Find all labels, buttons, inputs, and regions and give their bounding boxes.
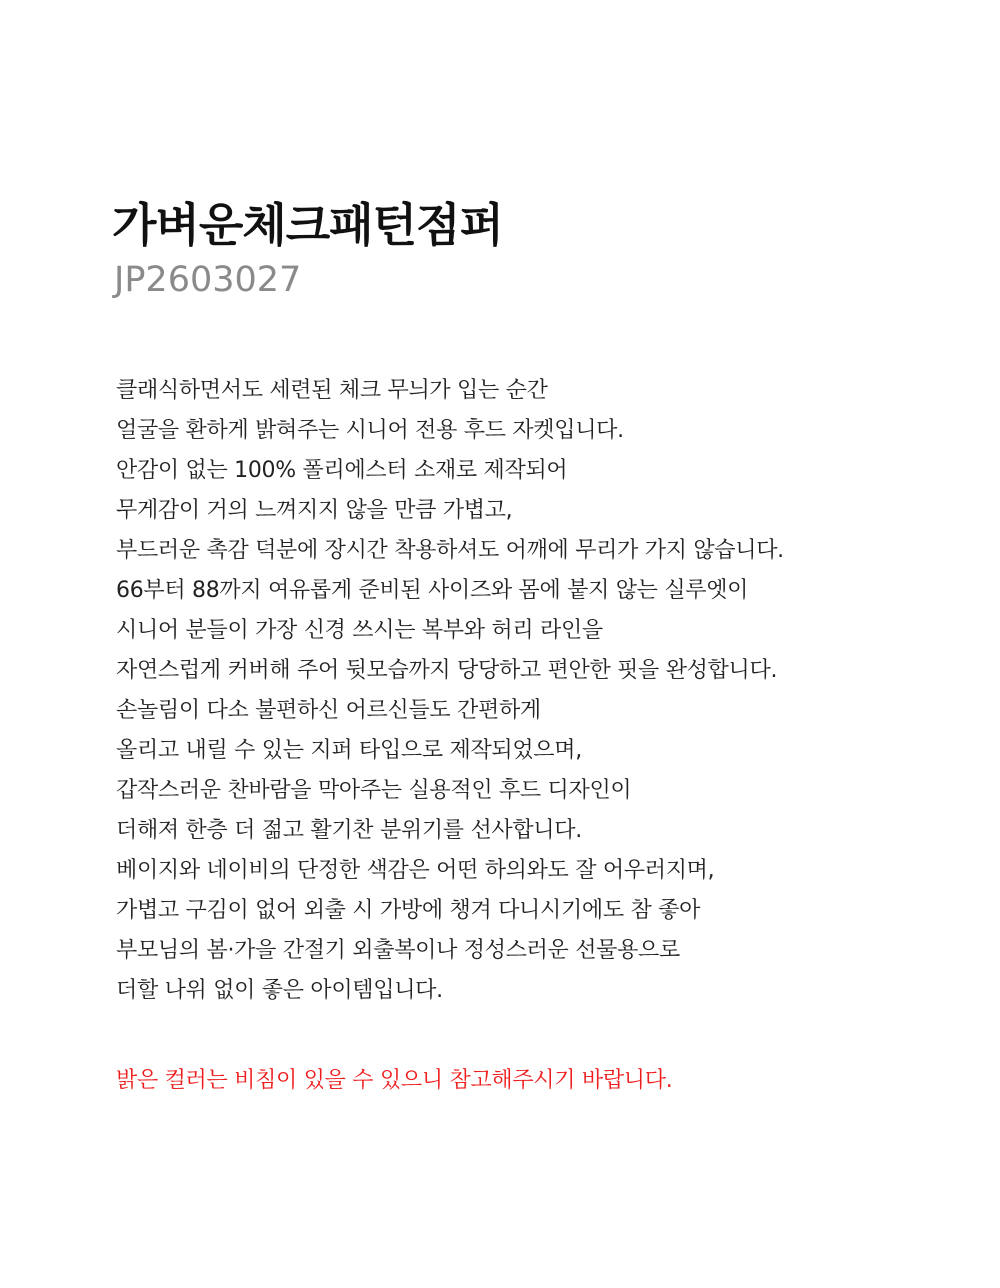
description-line: 가볍고 구김이 없어 외출 시 가방에 챙겨 다니시기에도 참 좋아 [116, 898, 701, 923]
product-description [116, 371, 976, 1011]
product-code: JP2603027 [114, 260, 302, 300]
description-line: 시니어 분들이 가장 신경 쓰시는 복부와 허리 라인을 [116, 618, 603, 643]
description-line: 올리고 내릴 수 있는 지퍼 타입으로 제작되었으며, [116, 738, 582, 763]
description-line: 안감이 없는 100% 폴리에스터 소재로 제작되어 [116, 458, 568, 483]
description-line: 클래식하면서도 세련된 체크 무늬가 입는 순간 [116, 378, 548, 403]
description-line: 무게감이 거의 느껴지지 않을 만큼 가볍고, [116, 498, 513, 523]
description-line: 자연스럽게 커버해 주어 뒷모습까지 당당하고 편안한 핏을 완성합니다. [116, 658, 778, 683]
description-line: 손놀림이 다소 불편하신 어르신들도 간편하게 [116, 698, 541, 723]
color-notice: 밝은 컬러는 비침이 있을 수 있으니 참고해주시기 바랍니다. [116, 1068, 673, 1093]
description-line: 갑작스러운 찬바람을 막아주는 실용적인 후드 디자인이 [116, 778, 632, 803]
description-line: 베이지와 네이비의 단정한 색감은 어떤 하의와도 잘 어우러지며, [116, 858, 715, 883]
description-line: 부드러운 촉감 덕분에 장시간 착용하셔도 어깨에 무리가 가지 않습니다. [116, 538, 784, 563]
product-title: 가벼운체크패턴점퍼 [112, 198, 503, 252]
description-line: 얼굴을 환하게 밝혀주는 시니어 전용 후드 자켓입니다. [116, 418, 624, 443]
description-line: 더할 나위 없이 좋은 아이템입니다. [116, 978, 443, 1003]
description-line: 더해져 한층 더 젊고 활기찬 분위기를 선사합니다. [116, 818, 582, 843]
description-line: 66부터 88까지 여유롭게 준비된 사이즈와 몸에 붙지 않는 실루엣이 [116, 578, 749, 603]
description-line: 부모님의 봄·가을 간절기 외출복이나 정성스러운 선물용으로 [116, 938, 680, 963]
